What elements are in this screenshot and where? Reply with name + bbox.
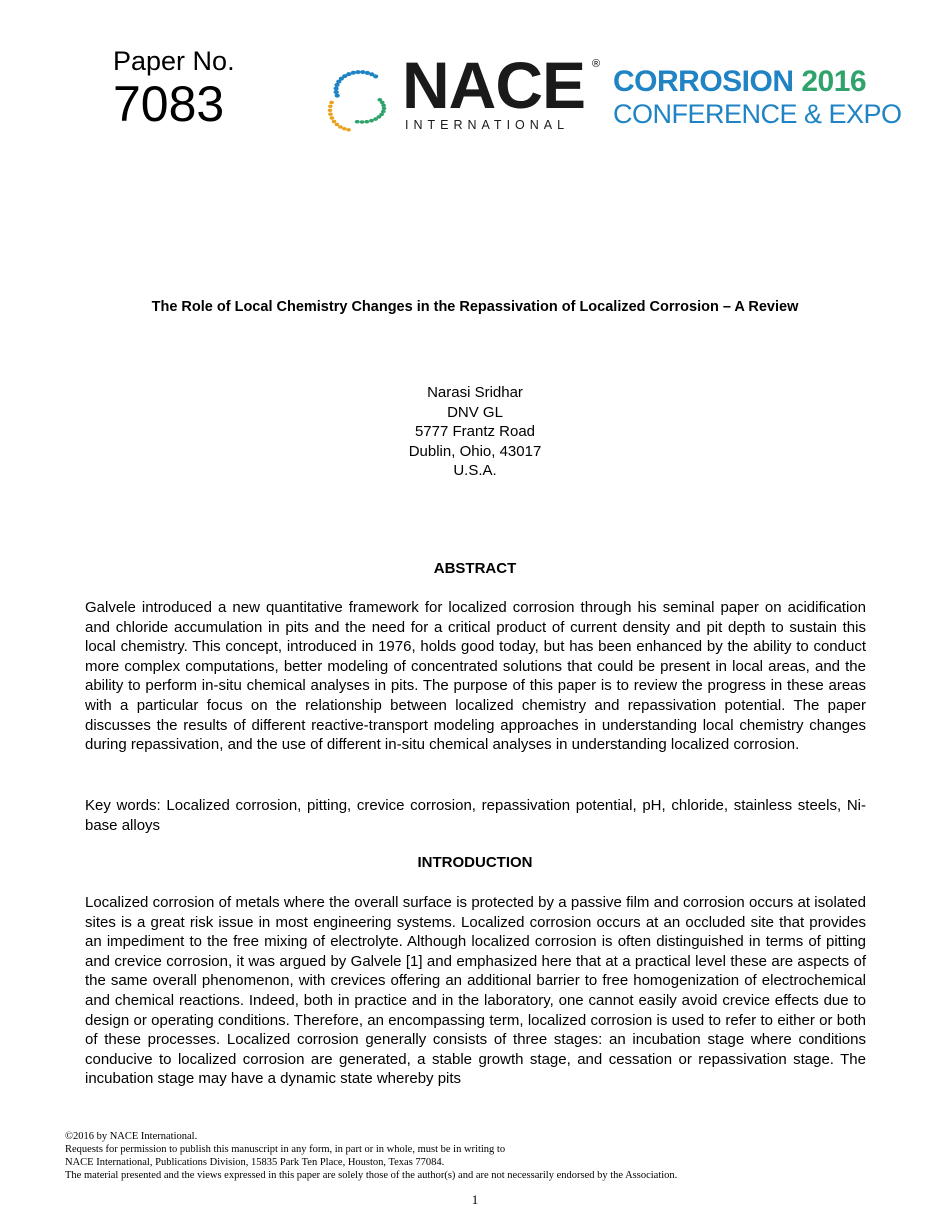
abstract-heading: ABSTRACT: [433, 560, 517, 577]
author-org: DNV GL: [447, 403, 503, 421]
copyright-footer: [65, 1130, 677, 1182]
paper-label: Paper No.: [113, 46, 235, 76]
conference-name: CORROSION: [613, 65, 794, 98]
footer-copyright: ©2016 by NACE International.: [65, 1131, 198, 1142]
paper-title: The Role of Local Chemistry Changes in the Repassivation of Localized Corrosion – A Review: [151, 299, 799, 315]
nace-logo: [322, 48, 601, 136]
author-country: U.S.A.: [453, 462, 497, 480]
author-city: Dublin, Ohio, 43017: [408, 442, 542, 460]
footer-address: NACE International, Publications Division, 15835 Park Ten Place, Houston, Texas 77084.: [65, 1157, 445, 1168]
nace-subtitle: INTERNATIONAL: [405, 118, 570, 132]
introduction-text: Localized corrosion of metals where the overall surface is protected by a passive film and corrosion occurs at isolated sites is a great risk issue in most engineering systems. Localized corrosion occurs at an occluded site that provides an impediment to the free mixing of electrolyte. Although localized corrosion is often distinguished in terms of pitting and crevice corrosion, it was argued by Galvele [1] and emphasized here that at a practical level these are aspects of the same overall phenomenon, with crevices offering an additional barrier to free homogenization of electrochemical and chemical reactions. Indeed, both in practice and in the laboratory, one cannot easily avoid crevice effects due to design or operating conditions. Therefore, an encompassing term, localized corrosion is used to refer to either or both of these processes. Localized corrosion generally consists of three stages: an incubation stage where conditions conducive to localized corrosion are generated, a stable growth stage, and cessation or repassivation stage. The incubation stage may have a dynamic state whereby pits: [85, 894, 866, 1088]
introduction-heading: INTRODUCTION: [417, 854, 533, 871]
paper-number-block: [113, 46, 235, 130]
keywords: Key words: Localized corrosion, pitting, crevice corrosion, repassivation potential, pH, chloride, stainless steels, Ni-base alloys: [85, 797, 866, 834]
footer-disclaimer: The material presented and the views expressed in this paper are solely those of the author(s) and are not necessarily endorsed by the Association.: [65, 1170, 678, 1181]
footer-permission: Requests for permission to publish this manuscript in any form, in part or in whole, must be in writing to: [65, 1144, 506, 1155]
registered-mark: ®: [592, 58, 601, 70]
nace-wordmark: NACE: [402, 48, 586, 122]
nace-swirl-icon: [322, 64, 398, 136]
author-street: 5777 Frantz Road: [414, 423, 536, 441]
page-number: 1: [471, 1192, 479, 1207]
abstract-text: Galvele introduced a new quantitative framework for localized corrosion through his seminal paper on acidification and chloride accumulation in pits and the need for a critical product of current density and pit depth to sustain this local chemistry. This concept, introduced in 1976, holds good today, but has been enhanced by the ability to conduct more complex computations, better modeling of concentrated solutions that could be present in local areas, and the ability to perform in-situ chemical analyses in pits. The purpose of this paper is to review the progress in these areas with a particular focus on the relationship between localized chemistry and repassivation potential. The paper discusses the results of different reactive-transport modeling approaches in understanding local chemistry changes during repassivation, and the use of different in-situ chemical analyses in understanding localized corrosion.: [85, 599, 866, 754]
conference-logo: [613, 66, 902, 130]
author-name: Narasi Sridhar: [427, 384, 523, 401]
conference-line2: CONFERENCE & EXPO: [613, 99, 902, 129]
author-block: [0, 383, 950, 481]
conference-year: 2016: [801, 65, 867, 98]
paper-number: 7083: [113, 76, 225, 132]
conference-line1: [613, 66, 902, 98]
